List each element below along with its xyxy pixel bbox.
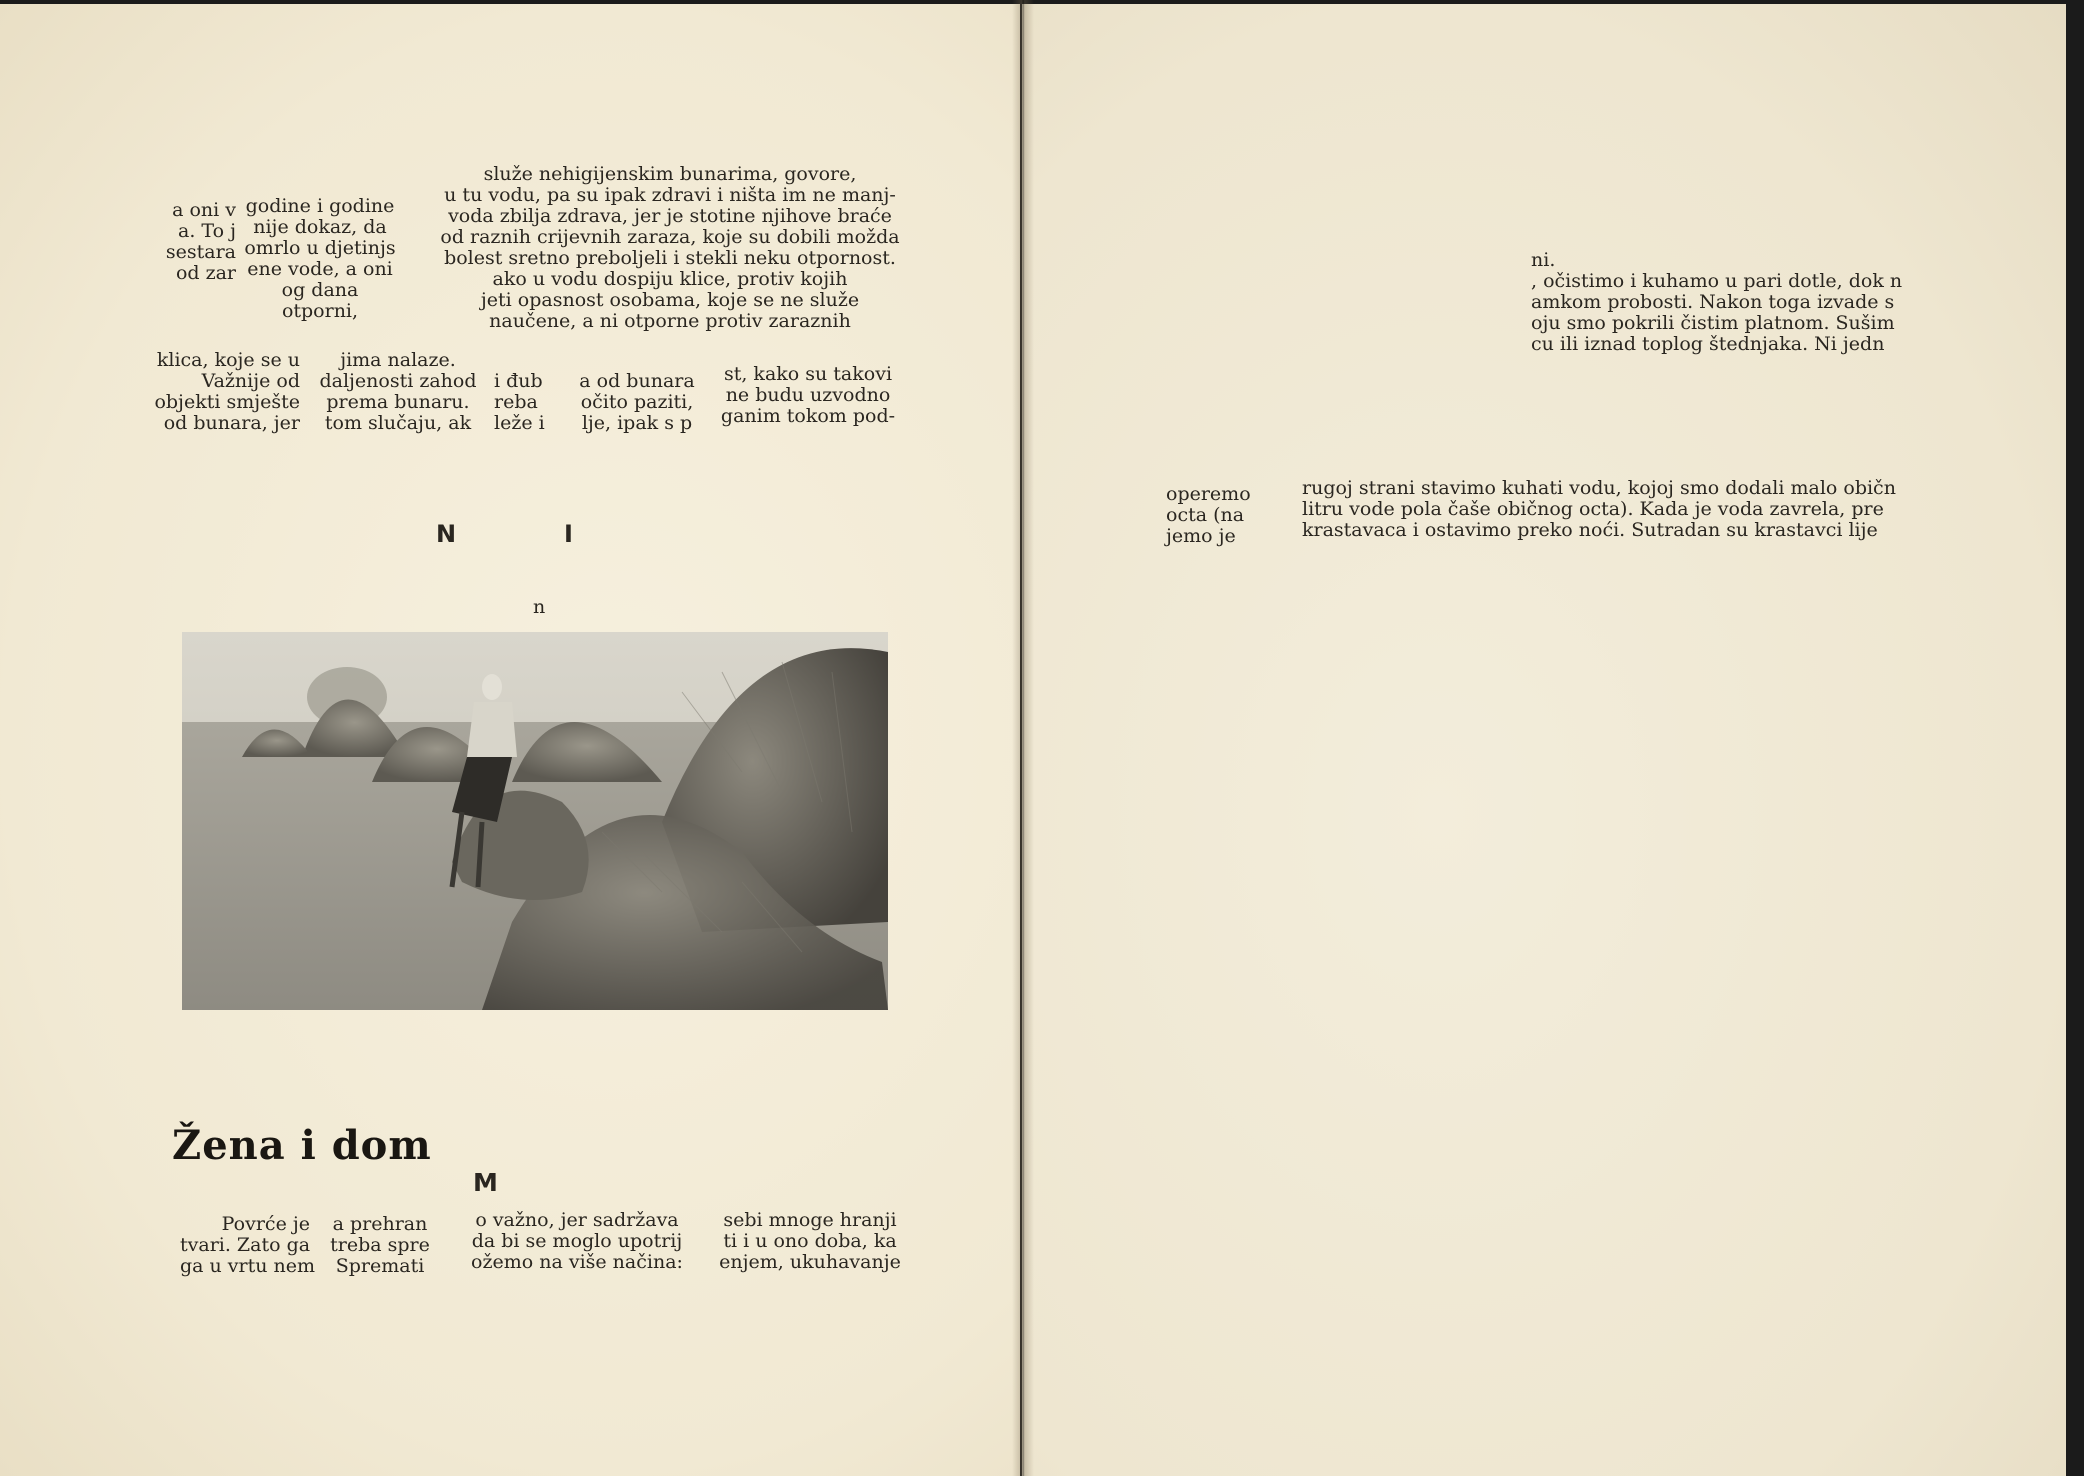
text-line: sestara <box>165 241 236 263</box>
text-col-5 <box>718 364 898 427</box>
text-line: objekti smješte <box>154 391 300 413</box>
caption-fragment: n <box>533 596 546 618</box>
haystack-field-photo <box>182 632 888 1010</box>
text-line: enjem, ukuhavanje <box>719 1251 901 1273</box>
text-col-1 <box>140 350 300 434</box>
text-line: a. To j <box>178 220 236 242</box>
text-line: naučene, a ni otporne protiv zaraznih <box>489 310 851 332</box>
text-line: ni. <box>1531 249 1556 271</box>
text-line: voda zbilja zdrava, jer je stotine njihove braće <box>448 205 892 227</box>
text-line: od zar <box>175 262 236 284</box>
dropcap-letter: M <box>473 1168 498 1197</box>
text-col-4 <box>572 371 702 434</box>
text-line: služe nehigijenskim bunarima, govore, <box>483 163 857 185</box>
text-line: cu ili iznad toplog štednjaka. Ni jedn <box>1531 333 1885 355</box>
text-line: rugoj strani stavimo kuhati vodu, kojoj smo dodali malo običn <box>1302 477 1896 499</box>
text-line: nije dokaz, da <box>253 216 387 238</box>
text-line: i đub <box>494 370 543 392</box>
text-line: oju smo pokrili čistim platnom. Sušim <box>1531 312 1895 334</box>
text-line: , očistimo i kuhamo u pari dotle, dok n <box>1531 270 1903 292</box>
text-line: tom slučaju, ak <box>324 412 472 434</box>
text-line: ožemo na više načina: <box>471 1251 683 1273</box>
text-line: jima nalaze. <box>340 349 456 371</box>
text-line: od raznih crijevnih zaraza, koje su dobili možda <box>440 226 900 248</box>
text-col-3 <box>494 371 564 434</box>
text-line: octa (na <box>1166 504 1245 526</box>
text-line: leže i <box>494 412 545 434</box>
heading-letter-i: I <box>564 520 573 548</box>
text-line: ne budu uzvodno <box>725 384 891 406</box>
text-line: st, kako su takovi <box>723 363 893 385</box>
text-line: operemo <box>1166 483 1251 505</box>
text-line: a od bunara <box>579 370 695 392</box>
text-line: od bunara, jer <box>163 412 300 434</box>
text-bottom-col-2 <box>320 1214 440 1277</box>
text-line: Spremati <box>335 1255 425 1277</box>
section-title: Žena i dom <box>172 1122 432 1169</box>
text-line: reba <box>494 391 538 413</box>
text-line: u tu vodu, pa su ipak zdravi i ništa im ne manj- <box>444 184 896 206</box>
text-line: sebi mnoge hranji <box>723 1209 897 1231</box>
text-line: ako u vodu dospiju klice, protiv kojih <box>492 268 848 290</box>
text-line: ti i u ono doba, ka <box>723 1230 897 1252</box>
text-line: jemo je <box>1166 525 1236 547</box>
text-col-a <box>1166 484 1266 547</box>
text-bottom-col-3 <box>466 1210 688 1273</box>
text-line: ene vode, a oni <box>247 258 393 280</box>
text-line: litru vode pola čaše običnog octa). Kada je voda zavrela, pre <box>1302 498 1884 520</box>
text-bottom-col-1 <box>180 1213 316 1277</box>
left-page <box>0 4 1020 1476</box>
text-line: da bi se moglo upotrij <box>471 1230 683 1252</box>
text-col-2 <box>318 350 478 434</box>
text-col-b <box>1302 478 1922 541</box>
text-line: a oni v <box>172 199 236 221</box>
text-line: otporni, <box>281 300 359 322</box>
text-line: krastavaca i ostavimo preko noći. Sutradan su krastavci lije <box>1302 519 1878 541</box>
text-bottom-col-4 <box>712 1210 908 1273</box>
text-line: očito paziti, <box>580 391 694 413</box>
text-line: treba spre <box>330 1234 430 1256</box>
text-block-top-left-a <box>140 200 236 284</box>
text-line: klica, koje se u <box>156 349 300 371</box>
text-line: amkom probosti. Nakon toga izvade s <box>1531 291 1895 313</box>
text-line: og dana <box>281 279 359 301</box>
text-line: lje, ipak s p <box>581 412 693 434</box>
text-line: prema bunaru. <box>326 391 470 413</box>
text-line: Važnije od <box>201 370 300 392</box>
text-line: ganim tokom pod- <box>720 405 896 427</box>
text-line: tvari. Zato ga <box>180 1234 311 1256</box>
text-line: bolest sretno preboljeli i stekli neku otpornost. <box>444 247 896 269</box>
text-block-top <box>1531 250 1951 355</box>
text-block-top-left-b <box>236 196 404 322</box>
text-line: jeti opasnost osobama, koje se ne služe <box>480 289 860 311</box>
right-page <box>1022 4 2066 1476</box>
text-line: omrlo u djetinjs <box>244 237 396 259</box>
text-line: a prehran <box>332 1213 428 1235</box>
text-line: Povrće je <box>221 1213 310 1235</box>
text-line: ga u vrtu nem <box>180 1255 316 1277</box>
heading-letter-n: N <box>436 520 457 548</box>
text-line: o važno, jer sadržava <box>475 1209 679 1231</box>
text-line: daljenosti zahod <box>319 370 477 392</box>
text-line: godine i godine <box>245 195 395 217</box>
text-block-top-right <box>430 164 910 332</box>
book-gutter <box>1012 0 1034 1476</box>
